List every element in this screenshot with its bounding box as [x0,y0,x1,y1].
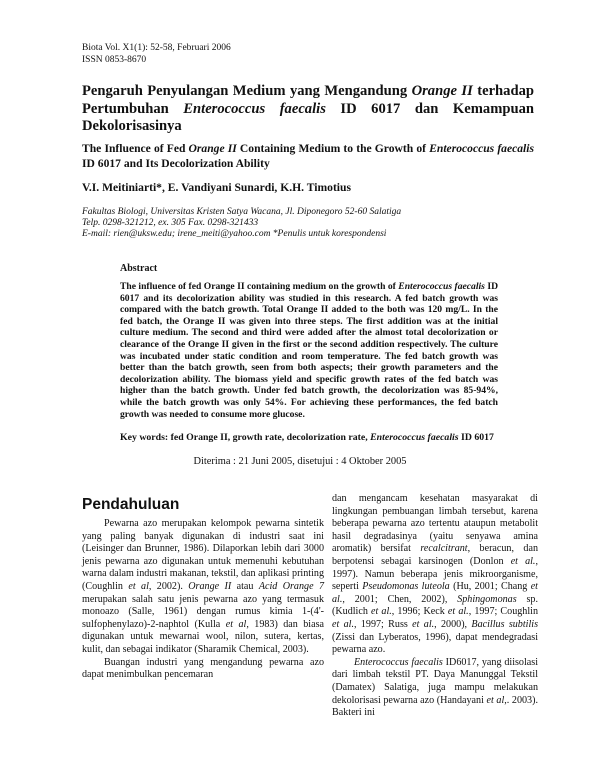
body-italic: et al. [332,618,354,630]
keywords-italic: Enterococcus faecalis [370,432,459,443]
keywords [120,432,520,443]
body-italic: et al [128,580,149,592]
paragraph [332,657,538,720]
title-id-italic: Orange II [411,83,473,99]
body-text: ,. 2003). Bakteri ini [332,694,538,719]
title-id-text: terhadap Pertumbuhan [82,83,534,117]
title-en-text: The Influence of Fed [82,142,189,155]
body-text: , 2000), [434,618,472,630]
body-italic: Enterococcus faecalis [354,656,443,668]
body-text: dan mengancam kesehatan masyarakat di lingkungan pembuangan limbah tersebut, karena beberapa pewarna azo tertentu ataupun metabolit hasil degradasinya (yaitu senyawa amina aromatik) bersifat [332,493,538,555]
title-id-text: ID 6017 dan Kemampuan Dekolorisasinya [82,100,534,134]
body-italic: et al. [447,606,469,618]
body-italic: et al. [371,606,392,618]
body-text: , beracun, dan berpotensi sebagai karsinogen (Donlon [332,543,538,567]
body-text: , 2002). [148,580,189,592]
body-italic: et al. [332,581,538,605]
body-text: , 1996; Keck [391,606,448,618]
paragraph [332,493,538,657]
abstract-italic: Enterococcus faecalis [398,281,485,292]
body-italic: et al. [412,618,435,630]
affiliation [82,207,401,240]
body-italic: et al. [510,555,536,567]
title-id-italic: Enterococcus faecalis [183,100,326,117]
body-text: (Hu, 2001; Chang [449,581,531,593]
body-text: (Zissi dan Lyberatos, 1996), dapat mendegradasi pewarna azo. [332,631,538,656]
abstract-body [120,281,498,420]
body-text: , 1983) dan biasa digunakan untuk mewarnai wool, nilon, sutera, kertas, kulit, dan sebagai indikator (Sharamik Chemical, 2003). [82,618,324,655]
body-text: sp. (Kudlich [332,593,538,618]
title-indonesian [82,83,534,136]
paragraph: Buangan industri yang mengandung pewarna azo dapat menimbulkan pencemaran [82,656,324,681]
body-italic: Orange II [188,580,232,592]
abstract-text: The influence of fed Orange II containing medium on the growth of [120,281,399,292]
title-en-text: ID 6017 and Its Decolorization Ability [82,157,270,170]
title-en-text: Containing Medium to the Growth of [236,142,430,155]
body-italic: Acid Orange 7 [258,580,324,592]
body-italic: Pseudomonas luteola [362,581,450,593]
abstract-text: ID 6017 and its decolorization ability was studied in this research. A fed batch growth was compared with the batch growth. Total Orange II added to the both was 120 mg/L. In the fed batch, the Orange II was given into three steps. The first addition was at the initial culture medium. The second and third were added after the almost total decolorization or clearance of the Orange II given in the first or the second addition respectively. The culture was incubated under static condition and room temperature. The fed batch growth was better than the batch growth, seen from both aspects; their growth parameters and the decolorization ability. The biomass yield and specific growth rates of the fed batch was higher than the batch growth. Under fed batch growth, the decolorization was 85-94%, while the batch growth was only 54%. For achieving these performances, the fed batch growth was needed to consume more glucose. [120,281,499,420]
body-text: atau [231,580,259,592]
affiliation-line: Fakultas Biologi, Universitas Kristen Satya Wacana, Jl. Diponegoro 52-60 Salatiga [82,207,402,217]
abstract-heading: Abstract [120,263,158,274]
body-italic: recalcitrant [420,543,468,555]
body-italic: et al [225,618,247,630]
body-text: , 1997; Coughlin [468,606,539,618]
body-text: ID6017, yang diisolasi dari limbah tekstil PT. Daya Manunggal Tekstil (Damatex) Salatiga, juga mampu melakukan dekolorisasi pewarna azo (Handayani [332,656,538,706]
left-column [82,518,324,682]
body-text: Pewarna azo merupakan kelompok pewarna sintetik yang paling banyak digunakan di industri saat ini (Leisinger dan Brunner, 1986). Dilaporkan lebih dari 3000 jenis pewarna azo digunakan untuk memenuhi kebutuhan warna dalam industri makanan, tekstil, dan aplikasi printing (Coughlin [82,518,324,592]
body-text: , 1997; Russ [354,618,413,630]
title-en-italic: Orange II [188,142,237,155]
journal-citation: Biota Vol. X1(1): 52-58, Februari 2006 [82,43,231,53]
paragraph [82,518,324,657]
right-column [332,493,538,720]
title-english [82,141,534,171]
keywords-text: ID 6017 [458,432,494,443]
body-text: , 1997). Namun beberapa jenis mikroorganisme, seperti [332,555,538,593]
authors: V.I. Meitiniarti*, E. Vandiyani Sunardi, K.H. Timotius [82,181,351,194]
keywords-text: Key words: fed Orange II, growth rate, decolorization rate, [120,432,371,443]
received-dates: Diterima : 21 Juni 2005, disetujui : 4 Oktober 2005 [193,456,407,467]
section-heading: Pendahuluan [82,496,180,513]
affiliation-line: Telp. 0298-321212, ex. 305 Fax. 0298-321433 [82,218,259,228]
body-italic: Bacillus subtilis [471,618,539,630]
title-id-text: Pengaruh Penyulangan Medium yang Mengandung [82,83,412,99]
journal-header [82,42,231,66]
body-text: , 2001; Chen, 2002), [342,593,458,605]
journal-issn: ISSN 0853-8670 [82,55,147,65]
title-en-italic: Enterococcus faecalis [429,142,535,155]
affiliation-line: E-mail: rien@uksw.edu; irene_meiti@yahoo.com *Penulis untuk korespondensi [82,229,387,239]
body-text: merupakan salah satu jenis pewarna azo yang termasuk monoazo (Salle, 1961) dengan rumus kimia 1-(4'-sulfophenylazo)-2-naphtol (Kulla [82,593,324,630]
body-italic: et al [486,694,505,706]
body-italic: Sphingomonas [457,593,517,605]
